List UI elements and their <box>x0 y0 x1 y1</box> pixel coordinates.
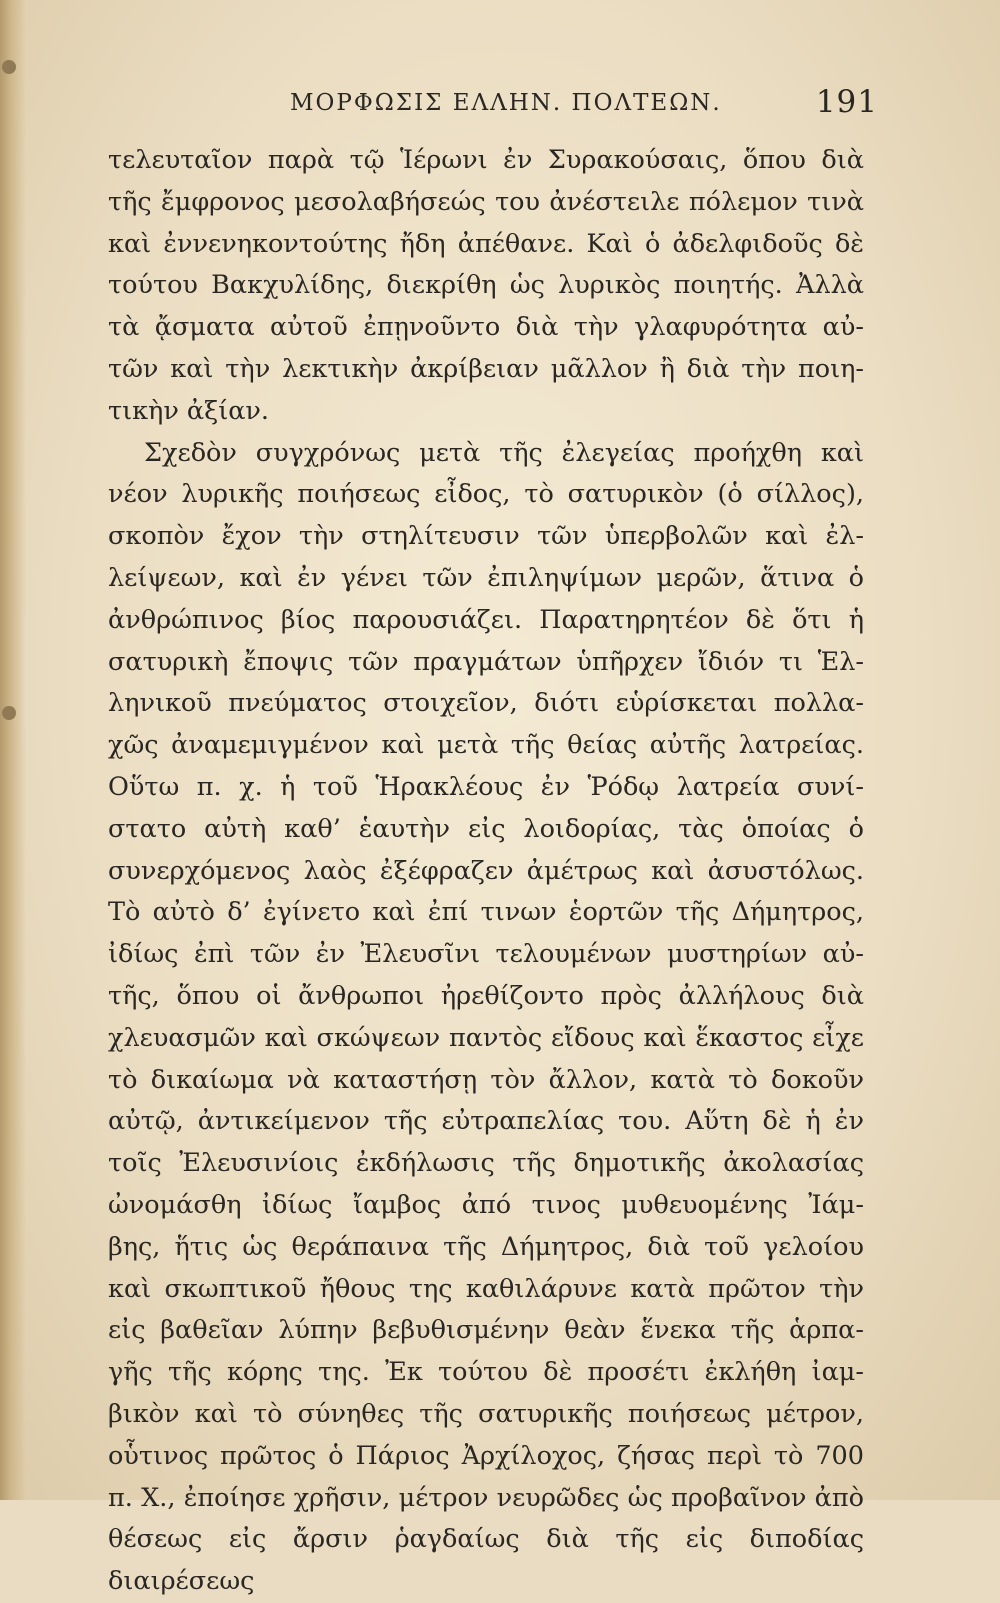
text-line: ἰδίως ἐπὶ τῶν ἐν Ἐλευσῖνι τελουμένων μυστηρίων αὐ- <box>108 939 864 970</box>
text-line: συνερχόμενος λαὸς ἐξέφραζεν ἀμέτρως καὶ ἀσυστόλως. <box>108 855 864 886</box>
binding-mark <box>2 60 16 74</box>
text-line: οὗτινος πρῶτος ὁ Πάριος Ἀρχίλοχος, ζήσας περὶ τὸ 700 <box>108 1440 864 1471</box>
text-line: τοῖς Ἐλευσινίοις ἐκδήλωσις τῆς δημοτικῆς ἀκολασίας <box>108 1148 864 1179</box>
binding-mark <box>2 706 16 720</box>
text-line: θέσεως εἰς ἄρσιν ῥαγδαίως διὰ τῆς εἰς διποδίας διαιρέσεως <box>108 1524 864 1597</box>
text-line: γῆς τῆς κόρης της. Ἐκ τούτου δὲ προσέτι ἐκλήθη ἰαμ- <box>108 1357 864 1388</box>
text-line: ὠνομάσθη ἰδίως ἴαμβος ἀπό τινος μυθευομένης Ἰάμ- <box>108 1189 864 1220</box>
text-line: εἰς βαθεῖαν λύπην βεβυθισμένην θεὰν ἕνεκα τῆς ἁρπα- <box>108 1315 864 1346</box>
page-number: 191 <box>815 84 878 120</box>
text-line: Οὕτω π. χ. ἡ τοῦ Ἡρακλέους ἐν Ῥόδῳ λατρεία συνί- <box>108 771 864 802</box>
body-text <box>108 140 864 1597</box>
text-line: Σχεδὸν συγχρόνως μετὰ τῆς ἐλεγείας προήχθη καὶ <box>144 437 864 468</box>
text-line: τὸ δικαίωμα νὰ καταστήσῃ τὸν ἄλλον, κατὰ τὸ δοκοῦν <box>108 1064 864 1095</box>
text-line: βικὸν καὶ τὸ σύνηθες τῆς σατυρικῆς ποιήσεως μέτρον, <box>108 1398 864 1429</box>
text-line: αὐτῷ, ἀντικείμενον τῆς εὐτραπελίας του. Αὕτη δὲ ἡ ἐν <box>108 1106 864 1137</box>
page-header <box>290 84 878 124</box>
text-line: χῶς ἀναμεμιγμένον καὶ μετὰ τῆς θείας αὐτῆς λατρείας. <box>108 730 864 761</box>
text-line: καὶ σκωπτικοῦ ἤθους της καθιλάρυνε κατὰ πρῶτον τὴν <box>108 1273 864 1304</box>
text-line: νέον λυρικῆς ποιήσεως εἶδος, τὸ σατυρικὸν (ὁ σίλλος), <box>108 479 864 510</box>
text-line: στατο αὐτὴ καθ’ ἑαυτὴν εἰς λοιδορίας, τὰς ὁποίας ὁ <box>108 813 864 844</box>
text-line: τῆς ἔμφρονος μεσολαβήσεώς του ἀνέστειλε πόλεμον τινὰ <box>108 186 864 217</box>
text-line: τελευταῖον παρὰ τῷ Ἱέρωνι ἐν Συρακούσαις, ὅπου διὰ <box>108 145 864 175</box>
text-line: χλευασμῶν καὶ σκώψεων παντὸς εἴδους καὶ ἕκαστος εἶχε <box>108 1022 864 1053</box>
text-line: τούτου Βακχυλίδης, διεκρίθη ὡς λυρικὸς ποιητής. Ἀλλὰ <box>108 270 864 301</box>
text-line: καὶ ἐννενηκοντούτης ἤδη ἀπέθανε. Καὶ ὁ ἀδελφιδοῦς δὲ <box>108 228 864 259</box>
text-line: σκοπὸν ἔχον τὴν στηλίτευσιν τῶν ὑπερβολῶν καὶ ἐλ- <box>108 521 864 552</box>
text-line: ἀνθρώπινος βίος παρουσιάζει. Παρατηρητέον δὲ ὅτι ἡ <box>108 604 864 635</box>
text-line: Τὸ αὐτὸ δ’ ἐγίνετο καὶ ἐπί τινων ἑορτῶν τῆς Δήμητρος, <box>108 897 864 928</box>
text-line: τικὴν ἀξίαν. <box>108 395 270 426</box>
running-head: ΜΟΡΦΩΣΙΣ ΕΛΛΗΝ. ΠΟΛΤΕΩΝ. <box>290 90 722 116</box>
page-binding-edge <box>0 0 26 1500</box>
text-line: τὰ ᾄσματα αὐτοῦ ἐπῃνοῦντο διὰ τὴν γλαφυρότητα αὐ- <box>108 312 864 343</box>
text-line: βης, ἥτις ὡς θεράπαινα τῆς Δήμητρος, διὰ τοῦ γελοίου <box>108 1231 864 1262</box>
text-line: σατυρικὴ ἔποψις τῶν πραγμάτων ὑπῆρχεν ἴδιόν τι Ἑλ- <box>108 646 864 677</box>
text-line: π. Χ., ἐποίησε χρῆσιν, μέτρον νευρῶδες ὡς προβαῖνον ἀπὸ <box>108 1482 864 1513</box>
text-line: λείψεων, καὶ ἐν γένει τῶν ἐπιληψίμων μερῶν, ἅτινα ὁ <box>108 562 864 593</box>
text-line: ληνικοῦ πνεύματος στοιχεῖον, διότι εὑρίσκεται πολλα- <box>108 688 864 719</box>
text-line: τῶν καὶ τὴν λεκτικὴν ἀκρίβειαν μᾶλλον ἢ διὰ τὴν ποιη- <box>108 353 864 384</box>
text-line: τῆς, ὅπου οἱ ἄνθρωποι ἠρεθίζοντο πρὸς ἀλλήλους διὰ <box>108 980 864 1011</box>
